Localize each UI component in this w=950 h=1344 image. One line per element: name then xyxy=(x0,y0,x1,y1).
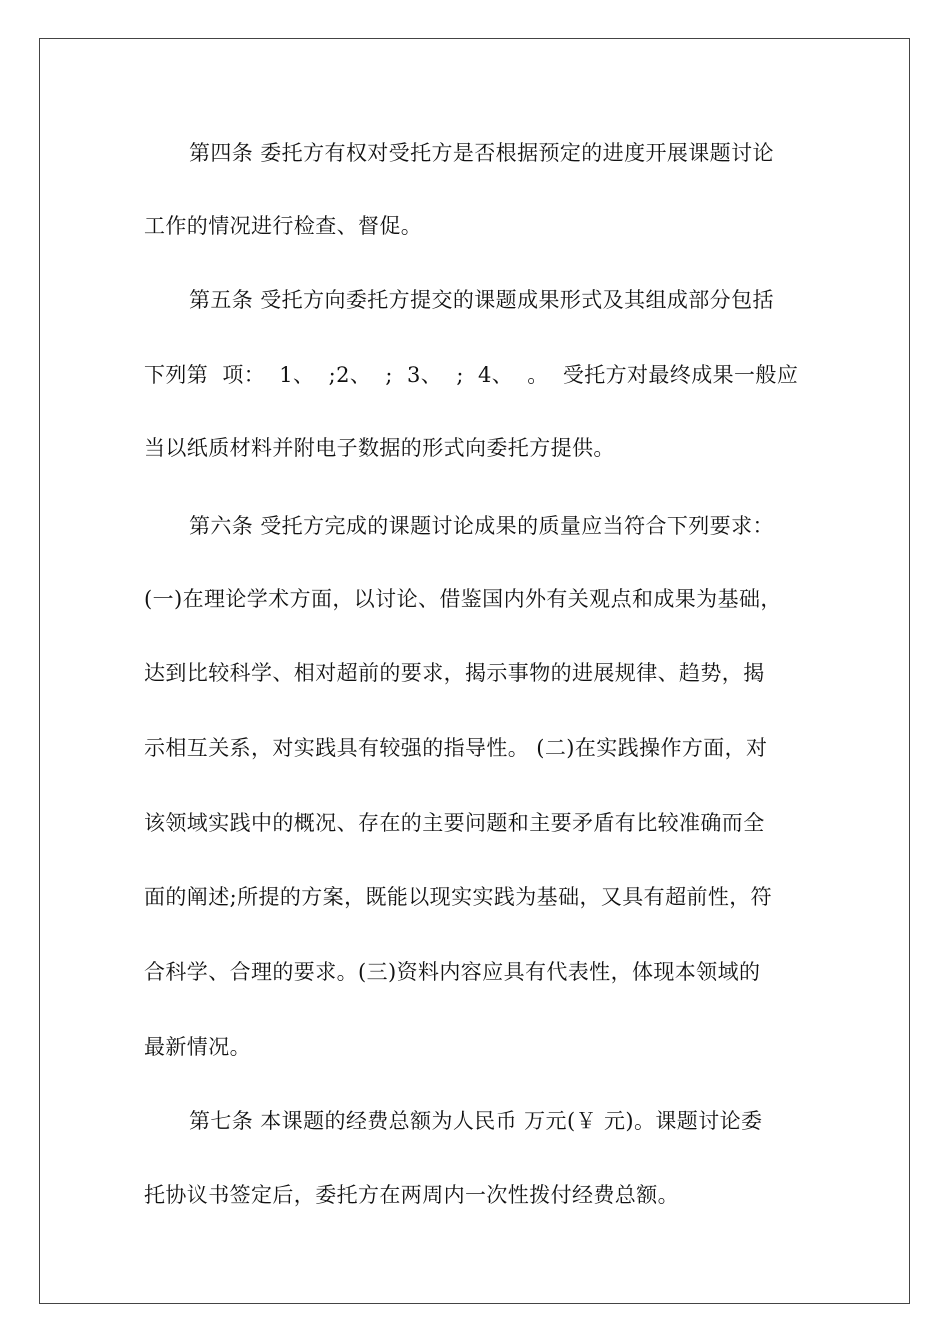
article-6-line-7: 合科学、合理的要求。(三)资料内容应具有代表性，体现本领域的 xyxy=(144,960,761,984)
article-6-line-8: 最新情况。 xyxy=(144,1035,251,1059)
article-6-line-3: 达到比较科学、相对超前的要求，揭示事物的进展规律、趋势，揭 xyxy=(144,661,765,685)
article-7-line-1: 第七条 本课题的经费总额为人民币 万元(￥ 元)。课题讨论委 xyxy=(189,1109,763,1133)
article-6-line-2: (一)在理论学术方面，以讨论、借鉴国内外有关观点和成果为基础， xyxy=(144,587,782,611)
article-6-line-1: 第六条 受托方完成的课题讨论成果的质量应当符合下列要求： xyxy=(189,514,774,538)
article-6-line-4: 示相互关系，对实践具有较强的指导性。 (二)在实践操作方面，对 xyxy=(144,736,768,760)
article-4-line-1: 第四条 委托方有权对受托方是否根据预定的进度开展课题讨论 xyxy=(189,141,774,165)
article-5-line-1: 第五条 受托方向委托方提交的课题成果形式及其组成部分包括 xyxy=(189,288,774,312)
article-6-line-6: 面的阐述;所提的方案，既能以现实实践为基础，又具有超前性，符 xyxy=(144,885,773,909)
article-5-line-3: 当以纸质材料并附电子数据的形式向委托方提供。 xyxy=(144,436,615,460)
article-5-line-2: 下列第 项： 1、 ;2、 ; 3、 ; 4、 。 受托方对最终成果一般应 xyxy=(144,363,799,387)
article-7-line-2: 托协议书签定后，委托方在两周内一次性拨付经费总额。 xyxy=(144,1183,679,1207)
article-4-line-2: 工作的情况进行检查、督促。 xyxy=(144,214,423,238)
article-6-line-5: 该领域实践中的概况、存在的主要问题和主要矛盾有比较准确而全 xyxy=(144,811,765,835)
